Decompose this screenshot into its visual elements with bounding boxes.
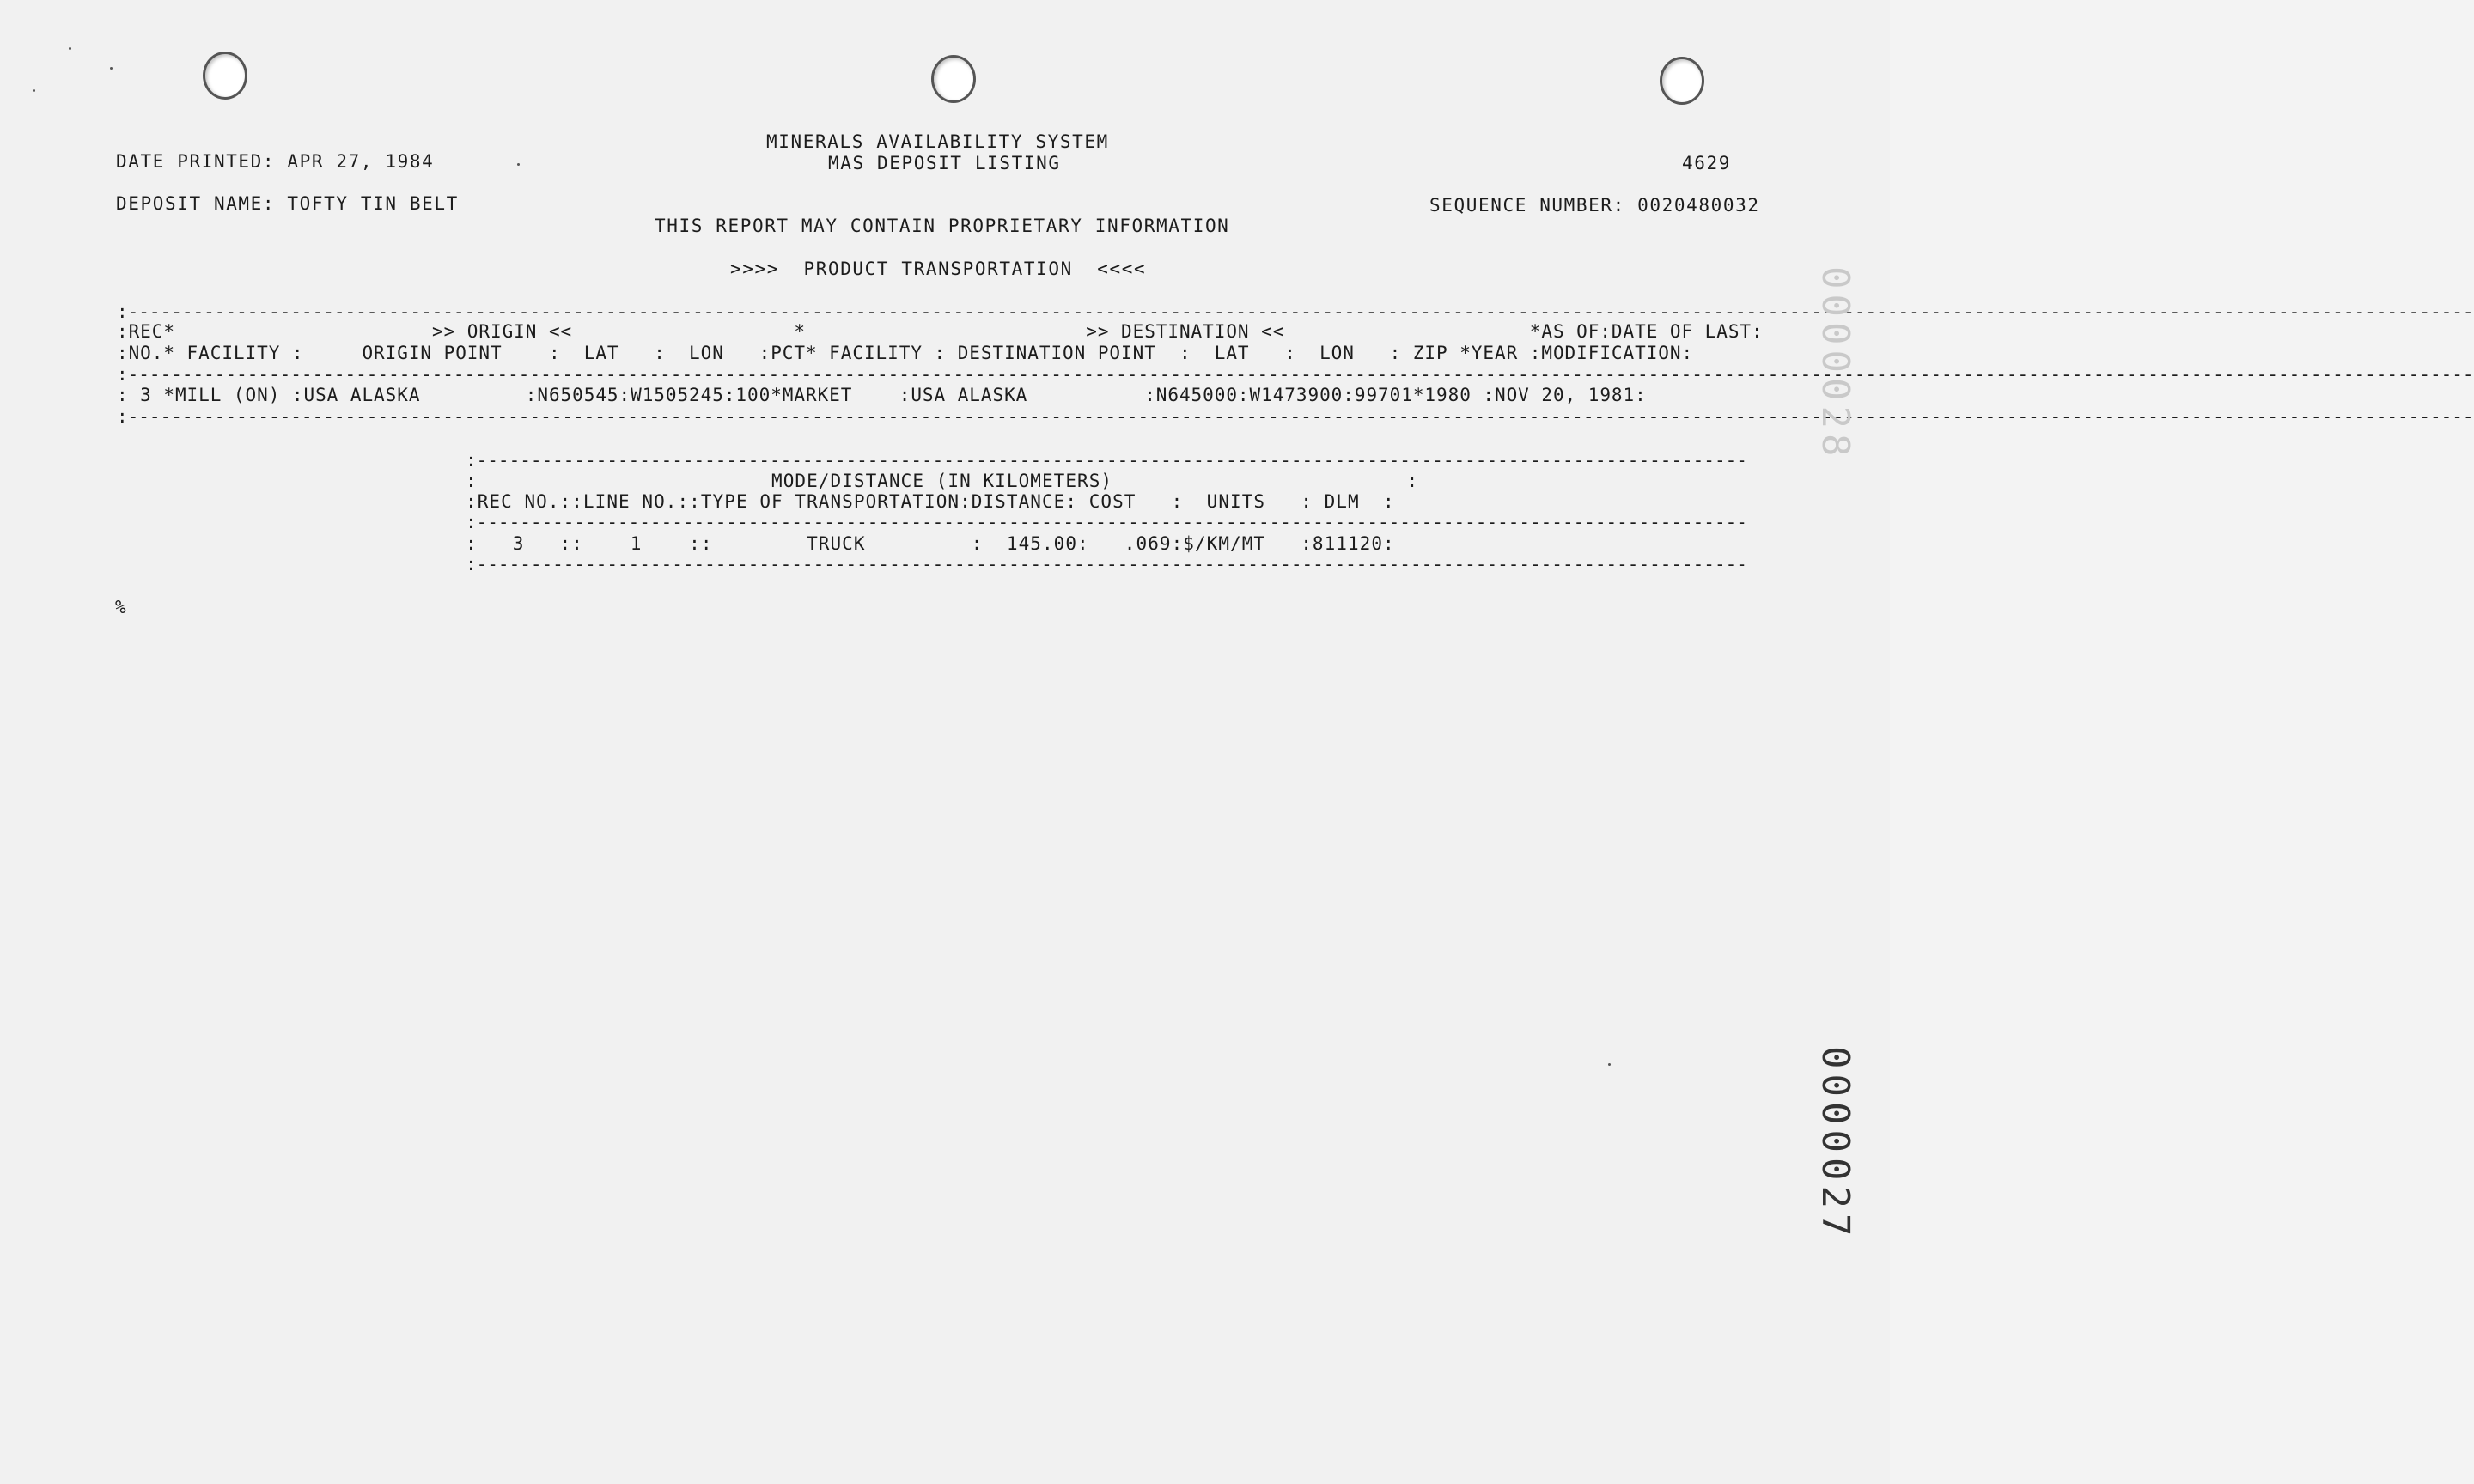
- table-rule: :---------------------------------------------------------------------------------------------------------------------: [466, 512, 1747, 532]
- speck: [69, 47, 71, 50]
- system-title: MINERALS AVAILABILITY SYSTEM: [766, 131, 1109, 152]
- table-rule: :------------------------------------------------------------------------------------------------------------------------------------------------------------------------------------------------------------------------: [117, 406, 2474, 427]
- speck: [110, 67, 113, 70]
- side-stamp-lower: 0000027: [1813, 1046, 1857, 1242]
- speck: [33, 89, 35, 92]
- table-rule: :------------------------------------------------------------------------------------------------------------------------------------------------------------------------------------------------------------------------: [117, 301, 2474, 322]
- table-row: : 3 *MILL (ON) :USA ALASKA :N650545:W1505245:100*MARKET :USA ALASKA :N645000:W1473900:99701*1980 :NOV 20, 1981:: [117, 385, 1647, 405]
- sequence-number: SEQUENCE NUMBER: 0020480032: [1429, 195, 1760, 216]
- footer-mark: %: [115, 597, 128, 617]
- mode-header-line: :REC NO.::LINE NO.::TYPE OF TRANSPORTATION:DISTANCE: COST : UNITS : DLM :: [466, 491, 1395, 512]
- listing-title: MAS DEPOSIT LISTING: [828, 153, 1061, 173]
- table-rule: :---------------------------------------------------------------------------------------------------------------------: [466, 554, 1747, 575]
- table-row: : 3 :: 1 :: TRUCK : 145.00: .069:$/KM/MT :811120:: [466, 533, 1395, 554]
- punch-hole-left: [203, 52, 247, 100]
- table-rule: :---------------------------------------------------------------------------------------------------------------------: [466, 450, 1747, 471]
- table-rule: :------------------------------------------------------------------------------------------------------------------------------------------------------------------------------------------------------------------------: [117, 364, 2474, 385]
- page-number: 4629: [1682, 153, 1731, 173]
- section-title: >>>> PRODUCT TRANSPORTATION <<<<: [730, 258, 1147, 279]
- punch-hole-right: [1660, 57, 1704, 105]
- transport-header-line-1: :REC* >> ORIGIN << * >> DESTINATION << *AS OF:DATE OF LAST:: [117, 321, 1764, 342]
- speck: [1608, 1063, 1611, 1066]
- date-printed: DATE PRINTED: APR 27, 1984: [116, 151, 435, 172]
- proprietary-notice: THIS REPORT MAY CONTAIN PROPRIETARY INFORMATION: [655, 216, 1230, 236]
- deposit-name: DEPOSIT NAME: TOFTY TIN BELT: [116, 193, 459, 214]
- side-stamp-upper: 0000028: [1813, 266, 1857, 462]
- mode-title-line: : MODE/DISTANCE (IN KILOMETERS) :: [466, 471, 1419, 491]
- punch-hole-center: [931, 55, 976, 103]
- transport-header-line-2: :NO.* FACILITY : ORIGIN POINT : LAT : LON :PCT* FACILITY : DESTINATION POINT : LAT : LON : ZIP *YEAR :MODIFICATION:: [117, 343, 1694, 363]
- speck: [517, 163, 520, 166]
